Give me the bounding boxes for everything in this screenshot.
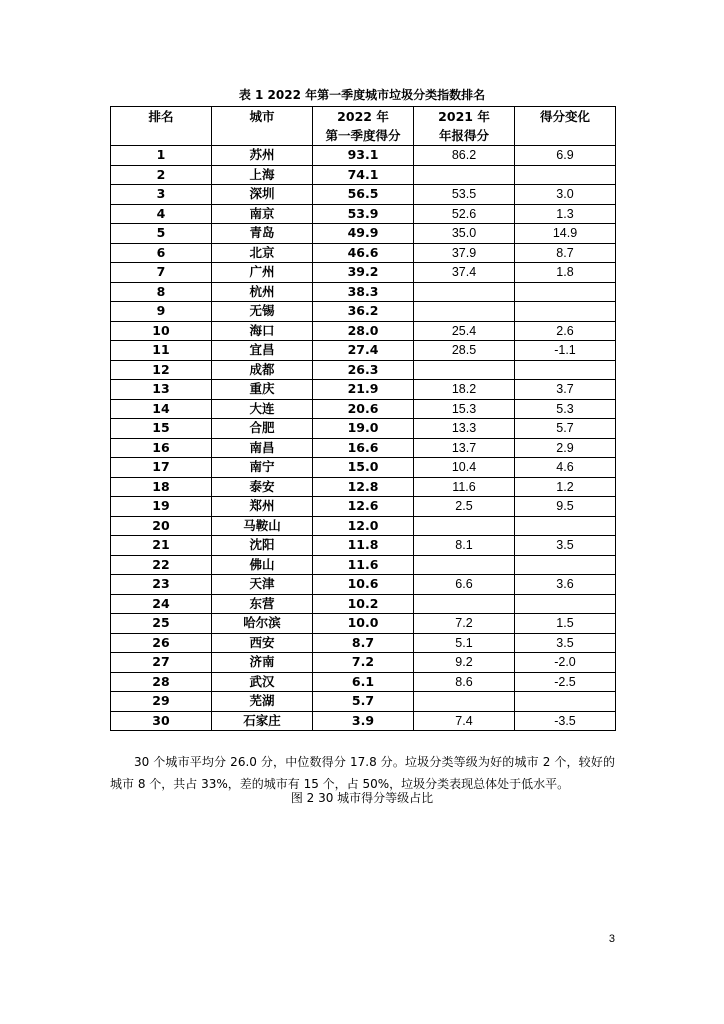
score-2022-cell: 46.6: [313, 243, 414, 263]
header-score-2022-line2: 第一季度得分: [325, 128, 401, 143]
city-cell: 无锡: [212, 302, 313, 322]
score-change-cell: 6.9: [515, 146, 616, 166]
table-row: [111, 224, 616, 244]
table-caption: 表 1 2022 年第一季度城市垃圾分类指数排名: [238, 88, 486, 102]
table-row: [111, 516, 616, 536]
score-2022-cell: 10.2: [313, 594, 414, 614]
city-cell: 海口: [212, 321, 313, 341]
score-2021-cell: 37.9: [414, 243, 515, 263]
score-2022-cell: 19.0: [313, 419, 414, 439]
score-change-cell: [515, 302, 616, 322]
table-row: [111, 243, 616, 263]
ranking-table: [110, 106, 616, 731]
city-cell: 南宁: [212, 458, 313, 478]
score-2022-cell: 39.2: [313, 263, 414, 283]
score-2022-cell: 10.0: [313, 614, 414, 634]
rank-cell: 28: [111, 672, 212, 692]
score-2022-cell: 15.0: [313, 458, 414, 478]
city-cell: 佛山: [212, 555, 313, 575]
rank-cell: 11: [111, 341, 212, 361]
score-2022-cell: 74.1: [313, 165, 414, 185]
header-score-2022-line1: 2022 年: [337, 109, 389, 124]
score-change-cell: 4.6: [515, 458, 616, 478]
score-2022-cell: 28.0: [313, 321, 414, 341]
score-change-cell: 3.5: [515, 536, 616, 556]
table-row: [111, 692, 616, 712]
table-row: [111, 477, 616, 497]
rank-cell: 6: [111, 243, 212, 263]
score-change-cell: [515, 692, 616, 712]
table-row: [111, 536, 616, 556]
rank-cell: 12: [111, 360, 212, 380]
rank-cell: 5: [111, 224, 212, 244]
score-change-cell: -2.5: [515, 672, 616, 692]
header-score-2021: [414, 107, 515, 146]
score-2022-cell: 16.6: [313, 438, 414, 458]
score-change-cell: 9.5: [515, 497, 616, 517]
table-row: [111, 555, 616, 575]
score-change-cell: 1.3: [515, 204, 616, 224]
score-2021-cell: [414, 692, 515, 712]
table-row: [111, 614, 616, 634]
rank-cell: 17: [111, 458, 212, 478]
table-row: [111, 185, 616, 205]
city-cell: 合肥: [212, 419, 313, 439]
header-score-2021-line2: 年报得分: [438, 128, 489, 143]
table-row: [111, 711, 616, 731]
city-cell: 哈尔滨: [212, 614, 313, 634]
rank-cell: 8: [111, 282, 212, 302]
score-2021-cell: [414, 302, 515, 322]
rank-cell: 16: [111, 438, 212, 458]
score-2021-cell: 52.6: [414, 204, 515, 224]
table-row: [111, 438, 616, 458]
score-2021-cell: 53.5: [414, 185, 515, 205]
city-cell: 天津: [212, 575, 313, 595]
score-2021-cell: [414, 516, 515, 536]
score-2022-cell: 12.6: [313, 497, 414, 517]
score-2021-cell: 13.3: [414, 419, 515, 439]
score-change-cell: [515, 165, 616, 185]
table-row: [111, 165, 616, 185]
score-change-cell: 2.9: [515, 438, 616, 458]
score-2021-cell: 18.2: [414, 380, 515, 400]
score-2021-cell: 8.1: [414, 536, 515, 556]
city-cell: 沈阳: [212, 536, 313, 556]
score-2021-cell: [414, 360, 515, 380]
score-2021-cell: 37.4: [414, 263, 515, 283]
score-2021-cell: [414, 165, 515, 185]
header-score-2022: [313, 107, 414, 146]
table-row: [111, 633, 616, 653]
table-row: [111, 302, 616, 322]
rank-cell: 2: [111, 165, 212, 185]
city-cell: 深圳: [212, 185, 313, 205]
score-2022-cell: 11.6: [313, 555, 414, 575]
score-2021-cell: 2.5: [414, 497, 515, 517]
city-cell: 武汉: [212, 672, 313, 692]
table-row: [111, 204, 616, 224]
city-cell: 杭州: [212, 282, 313, 302]
score-change-cell: 5.3: [515, 399, 616, 419]
header-change: 得分变化: [515, 107, 616, 146]
rank-cell: 13: [111, 380, 212, 400]
score-change-cell: [515, 555, 616, 575]
score-2022-cell: 10.6: [313, 575, 414, 595]
rank-cell: 15: [111, 419, 212, 439]
score-change-cell: -3.5: [515, 711, 616, 731]
score-2022-cell: 49.9: [313, 224, 414, 244]
rank-cell: 20: [111, 516, 212, 536]
score-2021-cell: 6.6: [414, 575, 515, 595]
city-cell: 苏州: [212, 146, 313, 166]
score-change-cell: 3.7: [515, 380, 616, 400]
score-2021-cell: 13.7: [414, 438, 515, 458]
rank-cell: 22: [111, 555, 212, 575]
score-change-cell: 8.7: [515, 243, 616, 263]
score-change-cell: -1.1: [515, 341, 616, 361]
score-2022-cell: 6.1: [313, 672, 414, 692]
table-row: [111, 653, 616, 673]
score-2022-cell: 93.1: [313, 146, 414, 166]
table-row: [111, 282, 616, 302]
header-city: 城市: [212, 107, 313, 146]
rank-cell: 18: [111, 477, 212, 497]
score-2021-cell: 10.4: [414, 458, 515, 478]
rank-cell: 21: [111, 536, 212, 556]
page-number: 3: [608, 933, 615, 945]
score-2022-cell: 5.7: [313, 692, 414, 712]
city-cell: 南京: [212, 204, 313, 224]
score-2021-cell: 28.5: [414, 341, 515, 361]
score-change-cell: 1.2: [515, 477, 616, 497]
table-row: [111, 458, 616, 478]
rank-cell: 25: [111, 614, 212, 634]
score-2021-cell: 15.3: [414, 399, 515, 419]
table-row: [111, 321, 616, 341]
score-2022-cell: 38.3: [313, 282, 414, 302]
score-2022-cell: 21.9: [313, 380, 414, 400]
score-change-cell: 3.0: [515, 185, 616, 205]
score-change-cell: 1.5: [515, 614, 616, 634]
rank-cell: 3: [111, 185, 212, 205]
score-2021-cell: 7.2: [414, 614, 515, 634]
city-cell: 广州: [212, 263, 313, 283]
figure-caption: 图 2 30 城市得分等级占比: [290, 791, 434, 805]
score-2021-cell: 9.2: [414, 653, 515, 673]
city-cell: 西安: [212, 633, 313, 653]
score-2022-cell: 27.4: [313, 341, 414, 361]
rank-cell: 24: [111, 594, 212, 614]
score-2022-cell: 53.9: [313, 204, 414, 224]
city-cell: 马鞍山: [212, 516, 313, 536]
score-2021-cell: [414, 555, 515, 575]
score-2022-cell: 12.0: [313, 516, 414, 536]
city-cell: 芜湖: [212, 692, 313, 712]
table-row: [111, 263, 616, 283]
score-change-cell: 3.6: [515, 575, 616, 595]
table-row: [111, 380, 616, 400]
score-change-cell: 2.6: [515, 321, 616, 341]
city-cell: 大连: [212, 399, 313, 419]
city-cell: 泰安: [212, 477, 313, 497]
score-2022-cell: 20.6: [313, 399, 414, 419]
summary-paragraph: 30 个城市平均分 26.0 分，中位数得分 17.8 分。垃圾分类等级为好的城市 2 个，较好的城市 8 个，共占 33%，差的城市有 15 个，占 50%，垃圾分类表现总体处于低水平。: [110, 755, 615, 791]
score-change-cell: 3.5: [515, 633, 616, 653]
city-cell: 东营: [212, 594, 313, 614]
score-2022-cell: 7.2: [313, 653, 414, 673]
city-cell: 郑州: [212, 497, 313, 517]
score-2021-cell: 5.1: [414, 633, 515, 653]
rank-cell: 4: [111, 204, 212, 224]
header-rank: 排名: [111, 107, 212, 146]
rank-cell: 7: [111, 263, 212, 283]
score-change-cell: [515, 594, 616, 614]
rank-cell: 19: [111, 497, 212, 517]
table-row: [111, 360, 616, 380]
score-2021-cell: [414, 594, 515, 614]
city-cell: 青岛: [212, 224, 313, 244]
rank-cell: 23: [111, 575, 212, 595]
rank-cell: 26: [111, 633, 212, 653]
rank-cell: 29: [111, 692, 212, 712]
header-score-2021-line1: 2021 年: [438, 109, 490, 124]
city-cell: 重庆: [212, 380, 313, 400]
rank-cell: 9: [111, 302, 212, 322]
rank-cell: 1: [111, 146, 212, 166]
score-2022-cell: 26.3: [313, 360, 414, 380]
table-row: [111, 146, 616, 166]
score-change-cell: [515, 516, 616, 536]
rank-cell: 10: [111, 321, 212, 341]
city-cell: 石家庄: [212, 711, 313, 731]
table-row: [111, 594, 616, 614]
table-row: [111, 575, 616, 595]
score-change-cell: 14.9: [515, 224, 616, 244]
table-row: [111, 497, 616, 517]
score-2021-cell: [414, 282, 515, 302]
score-change-cell: 1.8: [515, 263, 616, 283]
score-2021-cell: 8.6: [414, 672, 515, 692]
city-cell: 成都: [212, 360, 313, 380]
table-row: [111, 672, 616, 692]
score-2021-cell: 25.4: [414, 321, 515, 341]
table-row: [111, 341, 616, 361]
city-cell: 济南: [212, 653, 313, 673]
city-cell: 北京: [212, 243, 313, 263]
score-2021-cell: 11.6: [414, 477, 515, 497]
table-header-row: [111, 107, 616, 146]
score-2021-cell: 7.4: [414, 711, 515, 731]
score-2022-cell: 36.2: [313, 302, 414, 322]
score-2021-cell: 86.2: [414, 146, 515, 166]
rank-cell: 30: [111, 711, 212, 731]
table-row: [111, 419, 616, 439]
score-2022-cell: 56.5: [313, 185, 414, 205]
score-change-cell: [515, 360, 616, 380]
rank-cell: 27: [111, 653, 212, 673]
city-cell: 宜昌: [212, 341, 313, 361]
score-2022-cell: 11.8: [313, 536, 414, 556]
score-2022-cell: 3.9: [313, 711, 414, 731]
city-cell: 上海: [212, 165, 313, 185]
city-cell: 南昌: [212, 438, 313, 458]
score-2022-cell: 8.7: [313, 633, 414, 653]
score-2022-cell: 12.8: [313, 477, 414, 497]
score-change-cell: -2.0: [515, 653, 616, 673]
score-change-cell: 5.7: [515, 419, 616, 439]
rank-cell: 14: [111, 399, 212, 419]
score-2021-cell: 35.0: [414, 224, 515, 244]
score-change-cell: [515, 282, 616, 302]
table-row: [111, 399, 616, 419]
